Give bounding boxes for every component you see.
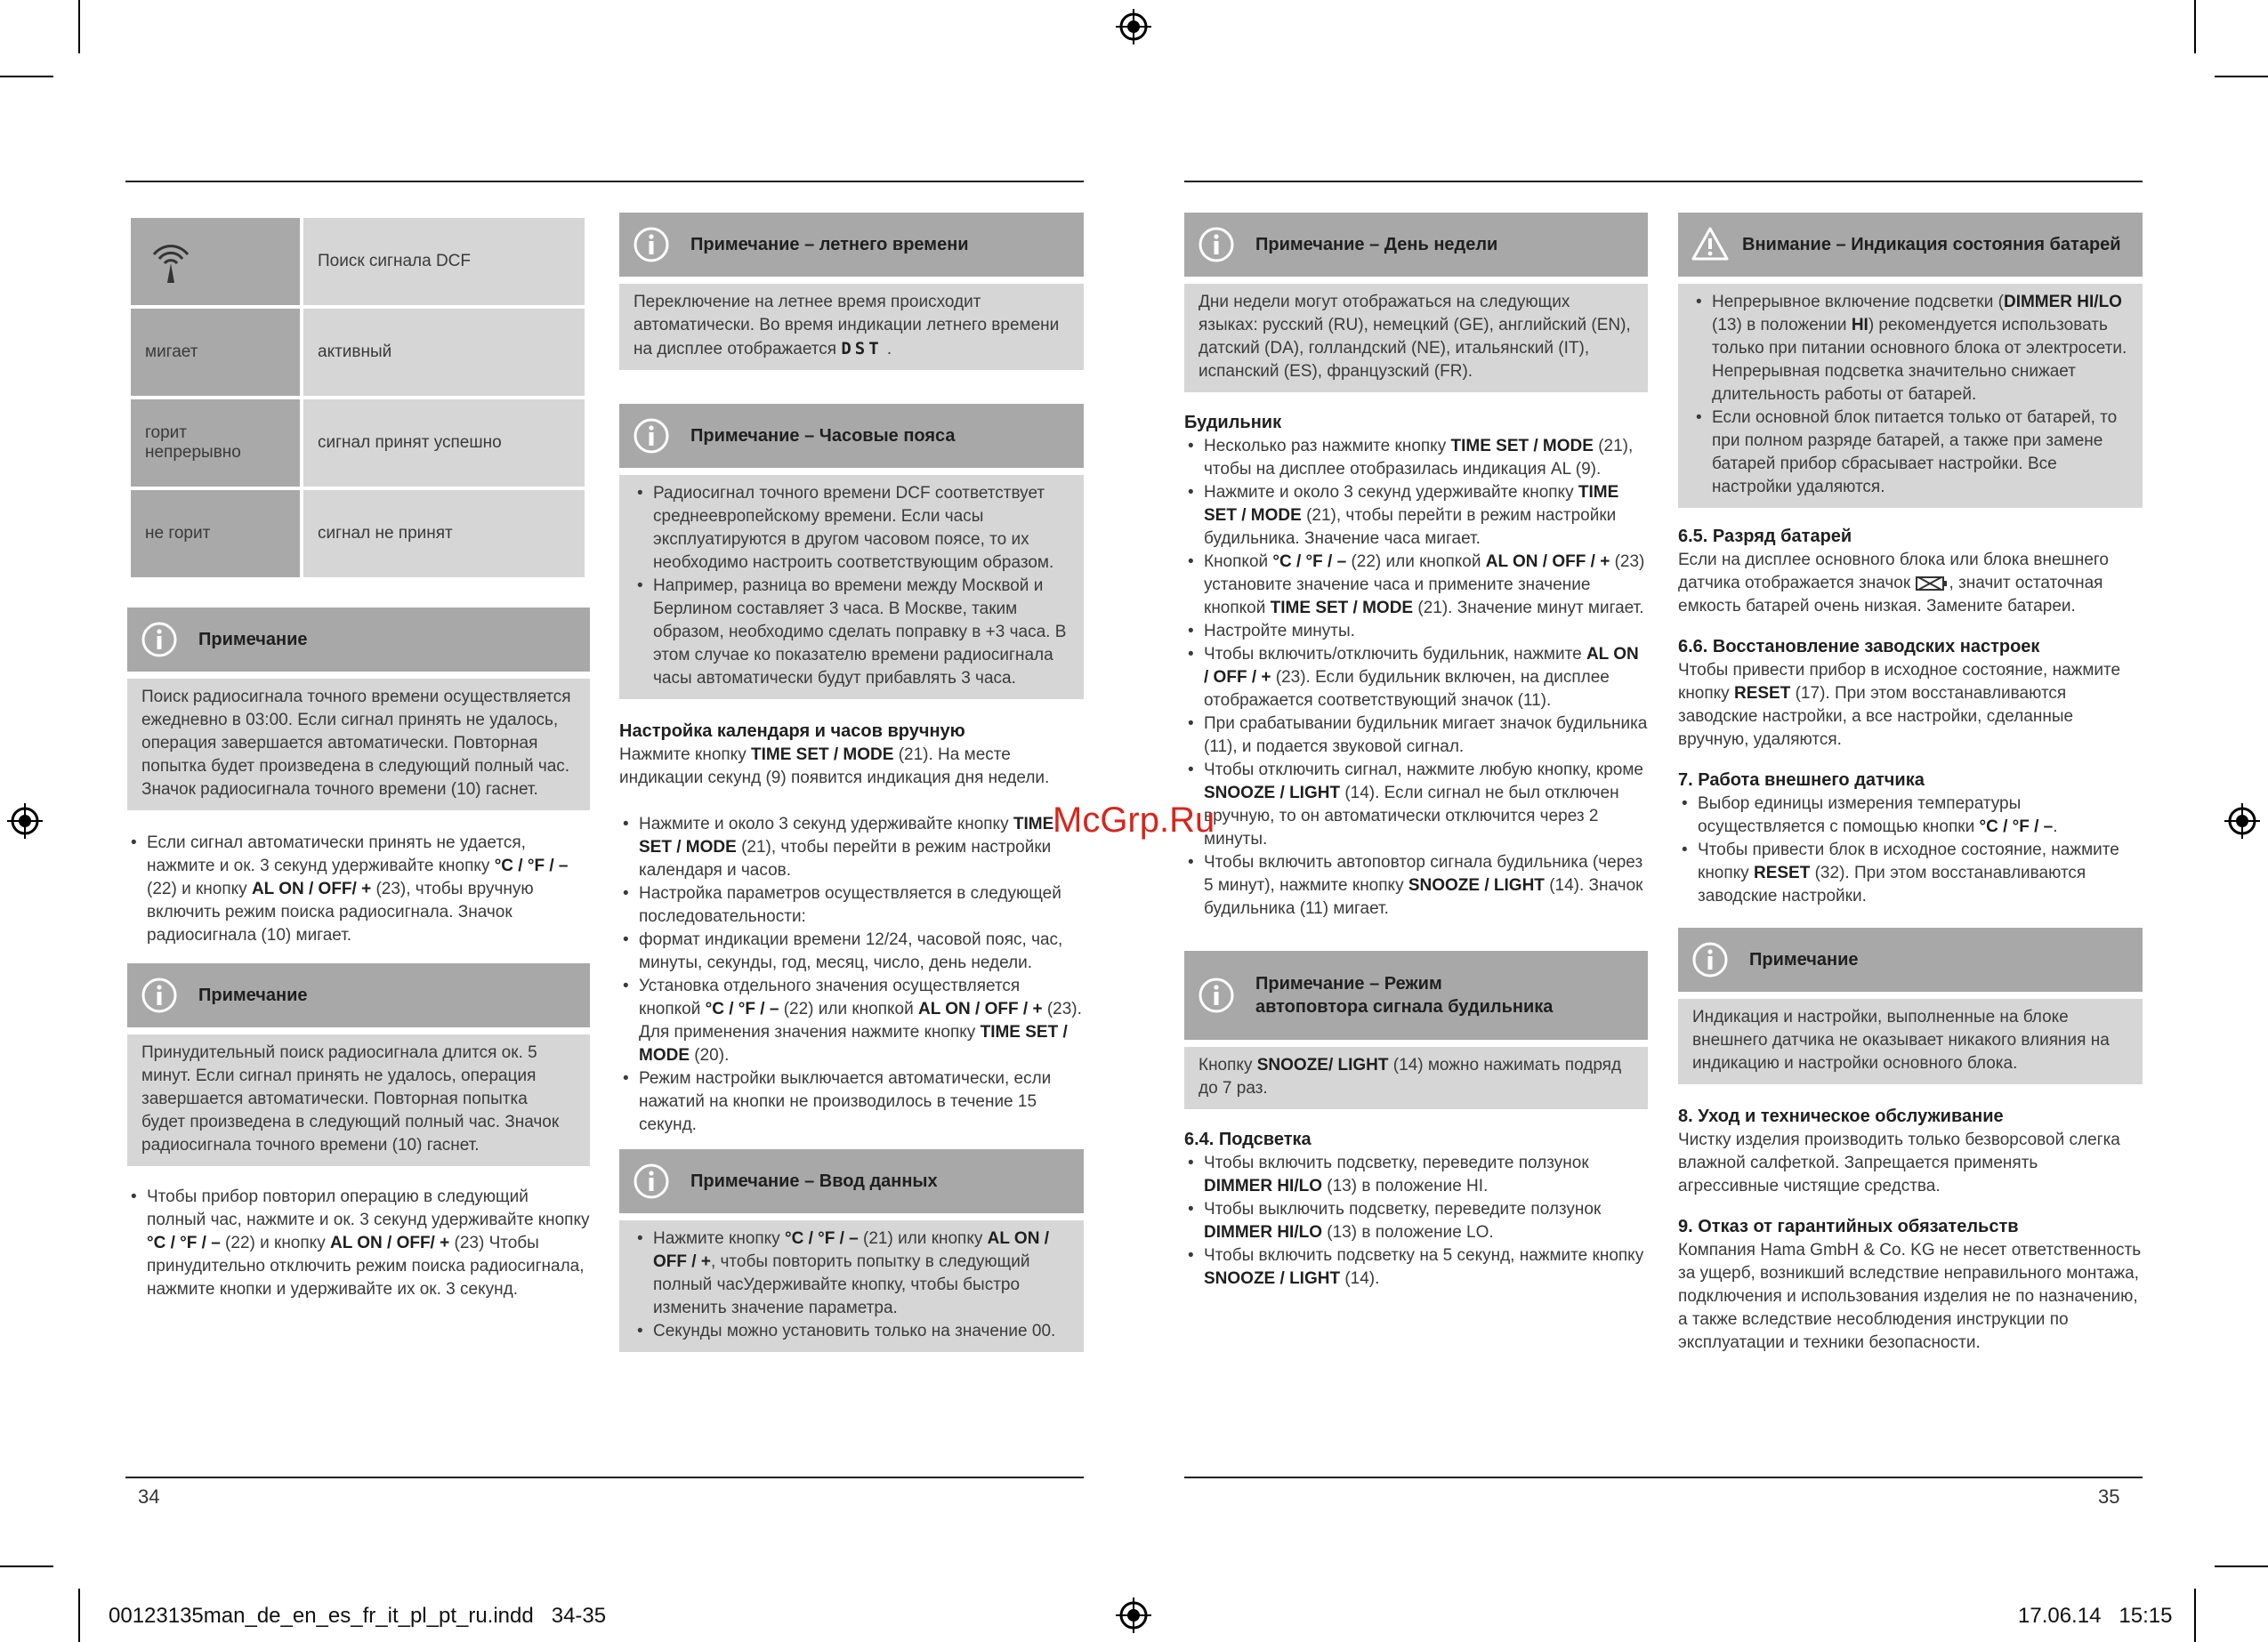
list-item: • Если сигнал автоматически принять не удается, нажмите и ок. 3 секунд удерживайте кнопку °C / °F / – (22) и кнопку AL ON / OFF/ + (23), чтобы вручную включить режим поиска радиосигнала. Значок радиосигнала (10) мигает. [127,832,590,947]
section-heading: Будильник [1184,413,1282,432]
note-header [1184,213,1648,277]
footer-date: 17.06.14 15:15 [2018,1604,2173,1628]
paragraph: Чтобы привести прибор в исходное состояние, нажмите кнопку RESET (17). При этом восстанавливаются заводские настройки, а все настройки, сделанные вручную, удаляются. [1678,661,2121,749]
bottom-rule-left [125,1477,1084,1478]
list-item: • Несколько раз нажмите кнопку TIME SET / MODE (21), чтобы на дисплее отобразилась индикация AL (9). [1184,435,1648,481]
list-item: • Установка отдельного значения осуществляется кнопкой °C / °F / – (22) или кнопкой AL ON / OFF / + (23). Для применения значения нажмите кнопку TIME SET / MODE (20). [619,975,1084,1067]
list-item: • Например, разница во времени между Москвой и Берлином составляет 3 часа. В Москве, таким образом, необходимо сделать поправку в +3 часа. В этом случае ко показателю времени радиосигнала часы автоматически будут прибавлять 3 часа. [634,575,1069,690]
note-body [619,1220,1084,1352]
bullet-list [619,813,1084,1137]
bottom-rule-right [1184,1477,2143,1478]
note-header [619,213,1084,277]
registration-mark-icon [1116,1598,1151,1633]
list-item: • Если основной блок питается только от батарей, то при полном разряде батарей, а также при замене батарей прибор сбрасывает настройки. Все настройки удаляются. [1692,406,2128,499]
note-header [127,608,590,672]
crop-mark [2194,0,2196,53]
column-4 [1678,213,2143,1355]
list-item: • При срабатывании будильник мигает значок будильника (11), и подается звуковой сигнал. [1184,712,1648,759]
crop-mark [78,0,80,53]
note-title: Внимание – Индикация состояния батарей [1742,235,2121,254]
note-title: Примечание [1749,950,1859,970]
list-item: • Чтобы отключить сигнал, нажмите любую кнопку, кроме SNOOZE / LIGHT (14). Если сигнал не был отключен вручную, то он автоматически отключится через 2 минуты. [1184,759,1648,851]
list-item: • Настройка параметров осуществляется в следующей последовательности: [619,882,1084,929]
list-item: • Нажмите и около 3 секунд удерживайте кнопку TIME SET / MODE (21), чтобы перейти в режим настройки будильника. Значение часа мигает. [1184,481,1648,551]
note-body: Кнопку SNOOZE/ LIGHT (14) можно нажимать подряд до 7 раз. [1184,1047,1648,1109]
list-item: • Чтобы привести блок в исходное состояние, нажмите кнопку RESET (32). При этом восстанавливаются заводские настройки. [1678,839,2143,908]
info-icon [1197,225,1236,264]
list-item: • Нажмите кнопку °C / °F / – (21) или кнопку AL ON / OFF / +, чтобы повторить попытку в следующий полный часУдерживайте кнопку, чтобы быстро изменить значение параметра. [634,1227,1069,1320]
column-2 [619,213,1084,1352]
table-cell: мигает [131,309,300,396]
note-title: Примечание – летнего времени [690,235,969,254]
note-body [619,475,1084,699]
crop-mark [0,1566,53,1567]
note-title: Примечание [198,986,308,1005]
crop-mark [2194,1589,2196,1642]
note-body: Принудительный поиск радиосигнала длится ок. 5 минут. Если сигнал принять не удалось, операция завершается автоматически. Повторная попытка будет произведена в следующий полный час. Значок радиосигнала точного времени (10) гаснет. [127,1034,590,1166]
list-item: • Чтобы включить автоповтор сигнала будильника (через 5 минут), нажмите кнопку SNOOZE / LIGHT (14). Значок будильника (11) мигает. [1184,851,1648,921]
table-row [131,399,585,487]
registration-mark-icon [1116,9,1151,44]
crop-mark [2215,76,2268,77]
radio-signal-icon [149,237,193,286]
note-body: Дни недели могут отображаться на следующих языках: русский (RU), немецкий (GE), английский (EN), датский (DA), голландский (NE), итальянский (IT), испанский (ES), французский (FR). [1184,284,1648,392]
table-cell: сигнал не принят [303,490,585,577]
list-item: • Нажмите и около 3 секунд удерживайте кнопку TIME SET / MODE (21), чтобы перейти в режим настройки календаря и часов. [619,813,1084,882]
crop-mark [78,1589,80,1642]
table-row [131,490,585,577]
list-item: • Непрерывное включение подсветки (DIMMER HI/LO (13) в положении HI) рекомендуется использовать только при питании основного блока от электросети. Непрерывная подсветка значительно снижает длительность работы от батарей. [1692,291,2128,406]
bullet-list [1184,1152,1648,1291]
note-header [127,963,590,1027]
low-battery-icon [1915,575,1949,592]
paragraph: Чистку изделия производить только безворсовой слегка влажной салфеткой. Запрещается применять агрессивные чистящие средства. [1678,1131,2120,1195]
bullet-list [127,1186,590,1301]
paragraph: Если на дисплее основного блока или блока внешнего датчика отображается значок , значит остаточная емкость батарей очень низкая. Замените батареи. [1678,551,2109,616]
footer-filename: 00123135man_de_en_es_fr_it_pl_pt_ru.indd 34-35 [109,1604,607,1628]
table-cell: горит непрерывно [131,399,300,487]
table-cell: активный [303,309,585,396]
top-rule-left [125,181,1084,182]
section-heading: Настройка календаря и часов вручную [619,721,965,741]
list-item: • формат индикации времени 12/24, часовой пояс, час, минуты, секунды, год, месяц, число, день недели. [619,929,1084,975]
info-icon [632,416,671,455]
table-cell: Поиск сигнала DCF [303,218,585,305]
list-item: • Радиосигнал точного времени DCF соответствует среднеевропейскому времени. Если часы эксплуатируются в другом часовом поясе, то их необходимо настроить соответствующим образом. [634,482,1069,575]
note-header [619,1149,1084,1213]
page-number-left: 34 [138,1485,160,1508]
note-body [1678,284,2143,508]
info-icon [140,620,179,659]
note-header [1678,928,2143,992]
section-heading: 6.5. Разряд батарей [1678,527,1852,546]
note-title: Примечание [198,630,308,649]
paragraph: Компания Hama GmbH & Co. KG не несет ответственность за ущерб, возникший вследствие неправильного монтажа, подключения и использования изделия не по назначению, а также вследствие несоблюдения инструкции по эксплуатации и техники безопасности. [1678,1241,2142,1352]
section-heading: 8. Уход и техническое обслуживание [1678,1107,2004,1126]
list-item: • Чтобы включить подсветку на 5 секунд, нажмите кнопку SNOOZE / LIGHT (14). [1184,1244,1648,1291]
table-cell: не горит [131,490,300,577]
table-row [131,218,585,305]
list-item: • Кнопкой °C / °F / – (22) или кнопкой AL ON / OFF / + (23) установите значение часа и примените значение кнопкой TIME SET / MODE (21). Значение минут мигает. [1184,551,1648,620]
list-item: • Чтобы включить/отключить будильник, нажмите AL ON / OFF / + (23). Если будильник включен, на дисплее отображается соответствующий значок (11). [1184,643,1648,712]
section-heading: 6.4. Подсветка [1184,1130,1312,1149]
watermark: McGrp.Ru [1053,801,1215,840]
crop-mark [0,76,53,77]
page-number-right: 35 [2098,1485,2120,1508]
bullet-list [1184,435,1648,921]
note-body: Переключение на летнее время происходит автоматически. Во время индикации летнего времени на дисплее отображается DST . [619,284,1084,370]
info-icon [632,1162,671,1201]
top-rule-right [1184,181,2143,182]
info-icon [632,225,671,264]
note-header [619,404,1084,468]
list-item: • Настройте минуты. [1184,620,1648,643]
note-title: Примечание – День недели [1255,235,1498,254]
bullet-list [127,832,590,947]
list-item: • Чтобы выключить подсветку, переведите ползунок DIMMER HI/LO (13) в положение LO. [1184,1198,1648,1244]
column-3 [1184,213,1648,1291]
bullet-list [1678,793,2143,908]
list-item: • Выбор единицы измерения температуры осуществляется с помощью кнопки °C / °F / –. [1678,793,2143,839]
list-item: • Режим настройки выключается автоматически, если нажатий на кнопки не производилось в течение 15 секунд. [619,1067,1084,1137]
registration-mark-icon [7,803,43,839]
note-title: Примечание – Часовые пояса [690,426,956,446]
note-header [1184,951,1648,1040]
warning-icon [1691,225,1730,264]
note-body: Индикация и настройки, выполненные на блоке внешнего датчика не оказывает никакого влияния на индикацию и настройки основного блока. [1678,999,2143,1084]
list-item: • Чтобы прибор повторил операцию в следующий полный час, нажмите и ок. 3 секунд удерживайте кнопку °C / °F / – (22) и кнопку AL ON / OFF/ + (23) Чтобы принудительно отключить режим поиска радиосигнала, нажмите кнопки и удерживайте их ок. 3 секунд. [127,1186,590,1301]
left-column [127,608,590,1301]
section-heading: 7. Работа внешнего датчика [1678,770,1925,790]
dcf-signal-cell [131,218,300,305]
info-icon [140,976,179,1015]
note-title: Примечание – Ввод данных [690,1171,938,1191]
paragraph: Нажмите кнопку TIME SET / MODE (21). На месте индикации секунд (9) появится индикация дня недели. [619,745,1050,787]
dst-symbol: DST [841,339,883,358]
table-row [131,309,585,396]
warning-header [1678,213,2143,277]
registration-mark-icon [2224,803,2260,839]
dcf-status-table [127,214,588,581]
section-heading: 9. Отказ от гарантийных обязательств [1678,1217,2019,1236]
list-item: • Секунды можно установить только на значение 00. [634,1320,1069,1343]
section-heading: 6.6. Восстановление заводских настроек [1678,637,2040,656]
note-body: Поиск радиосигнала точного времени осуществляется ежедневно в 03:00. Если сигнал принять не удалось, операция завершается автоматически. Повторная попытка будет произведена в следующий полный час. Значок радиосигнала точного времени (10) гаснет. [127,679,590,810]
note-title: Примечание – Режим автоповтора сигнала будильника [1255,974,1554,1017]
info-icon [1197,976,1236,1015]
table-cell: сигнал принят успешно [303,399,585,487]
list-item: • Чтобы включить подсветку, переведите ползунок DIMMER HI/LO (13) в положение HI. [1184,1152,1648,1198]
info-icon [1691,940,1730,979]
crop-mark [2215,1566,2268,1567]
